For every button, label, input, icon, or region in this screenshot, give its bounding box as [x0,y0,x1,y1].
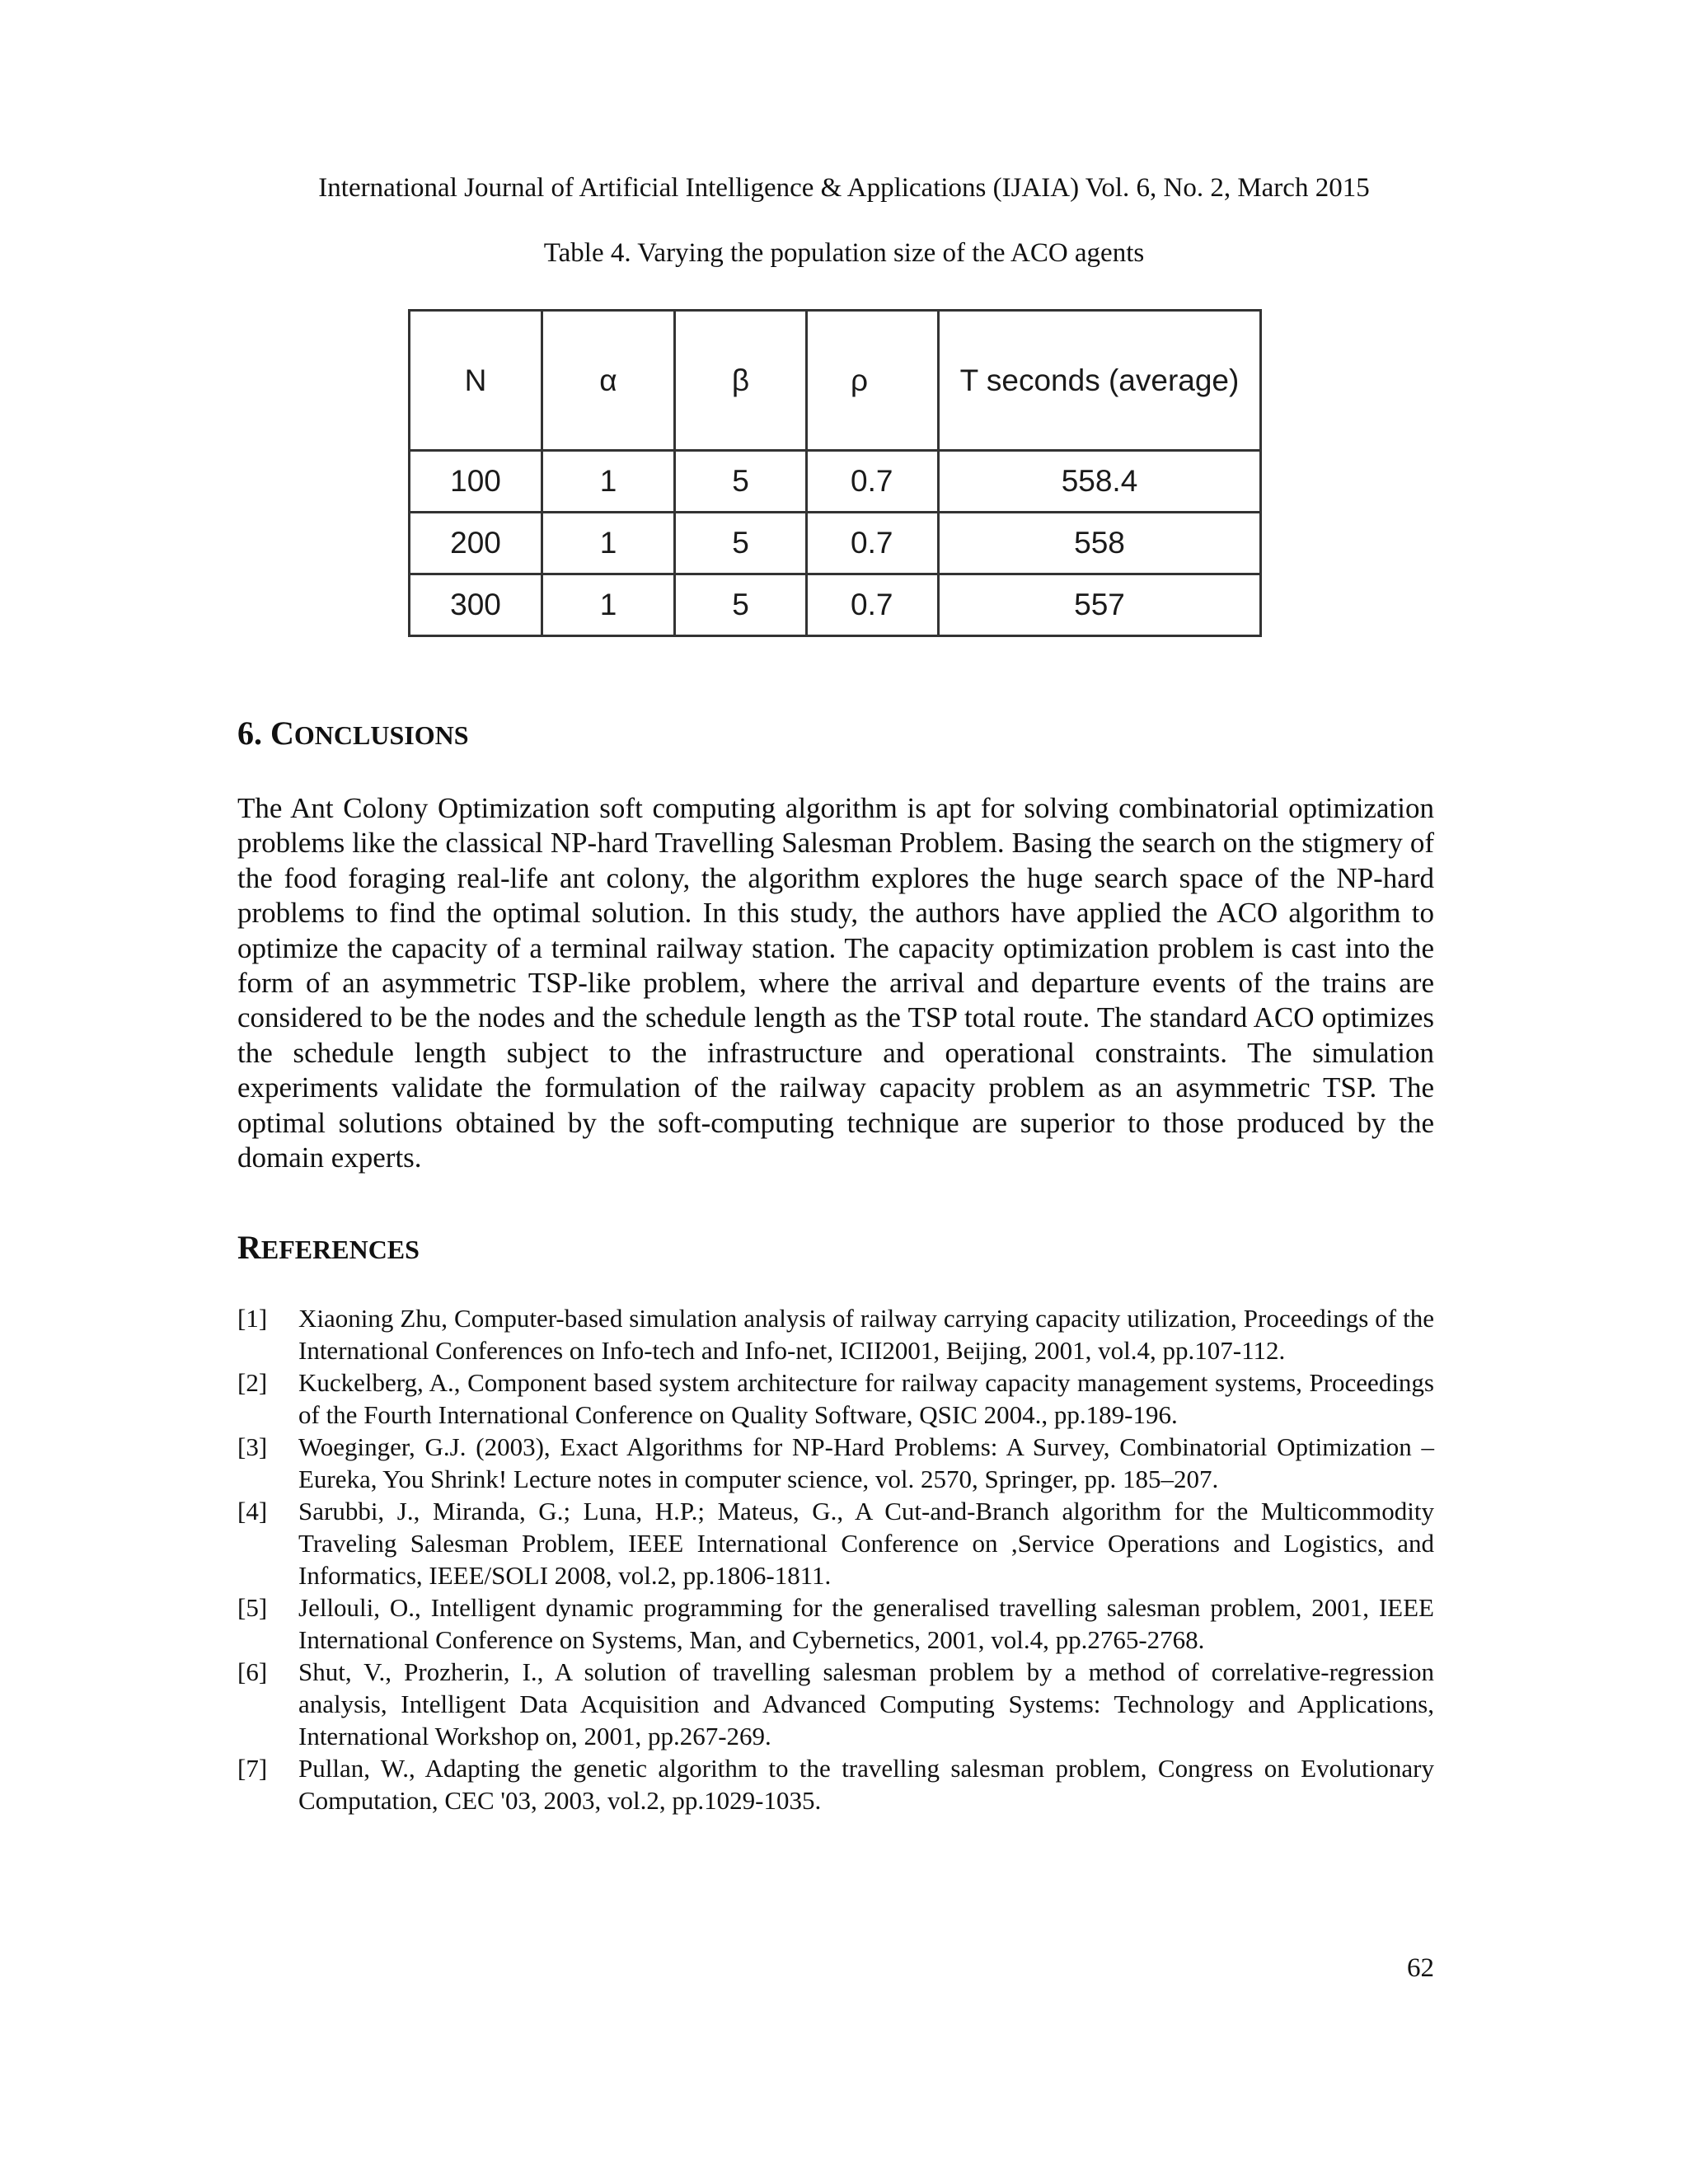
table-header-cell: ρ [807,311,939,451]
reference-text: Jellouli, O., Intelligent dynamic programming for the generalised travelling salesman problem, 2001, IEEE International Conference on Systems, Man, and Cybernetics, 2001, vol.4, pp.2765-2768. [298,1593,1434,1654]
reference-item [237,1495,1434,1591]
table-row [410,451,1261,513]
table-caption: Table 4. Varying the population size of the ACO agents [543,238,1145,268]
reference-item [237,1752,1434,1816]
references-heading [237,1228,420,1269]
table-cell: 100 [410,451,542,513]
table-cell: 5 [675,574,807,636]
table-header-cell: α [542,311,675,451]
reference-number: [5] [237,1593,268,1622]
reference-number: [7] [237,1754,268,1783]
table-header-cell: β [675,311,807,451]
table-cell: 558 [939,513,1261,574]
reference-item [237,1656,1434,1752]
reference-text: Shut, V., Prozherin, I., A solution of travelling salesman problem by a method of correlative-regression analysis, Intelligent Data Acquisition and Advanced Computing Systems: Technology and Applications, International Workshop on, 2001, pp.267-269. [298,1657,1434,1750]
reference-text: Woeginger, G.J. (2003), Exact Algorithms for NP-Hard Problems: A Survey, Combinatorial Optimization – Eureka, You Shrink! Lecture notes in computer science, vol. 2570, Springer, pp. 185–207. [298,1432,1434,1493]
table-cell: 0.7 [807,574,939,636]
table-cell: 5 [675,513,807,574]
table-header-cell: T seconds (average) [939,311,1261,451]
table-cell: 1 [542,451,675,513]
section-title-rest: EFERENCES [260,1235,420,1264]
section-number: 6. [237,715,262,752]
conclusions-paragraph: The Ant Colony Optimization soft computing algorithm is apt for solving combinatorial optimization problems like the classical NP-hard Travelling Salesman Problem. Basing the search on the stigmery of the food foraging real-life ant colony, the algorithm explores the huge search space of the NP-hard problems to find the optimal solution. In this study, the authors have applied the ACO algorithm to optimize the capacity of a terminal railway station. The capacity optimization problem is cast into the form of an asymmetric TSP-like problem, where the arrival and departure events of the trains are considered to be the nodes and the schedule length as the TSP total route. The standard ACO optimizes the schedule length subject to the infrastructure and operational constraints. The simulation experiments validate the formulation of the railway capacity problem as an asymmetric TSP. The optimal solutions obtained by the soft-computing technique are superior to those produced by the domain experts. [237,792,1434,1174]
reference-list [237,1302,1434,1816]
table-cell: 5 [675,451,807,513]
reference-number: [6] [237,1657,268,1686]
table-header-row [410,311,1261,451]
table-cell: 558.4 [939,451,1261,513]
table-header-cell: N [410,311,542,451]
reference-number: [4] [237,1497,268,1526]
reference-number: [1] [237,1304,268,1333]
table-cell: 557 [939,574,1261,636]
section-title-initial: R [237,1229,261,1266]
reference-item [237,1431,1434,1495]
table-row [410,513,1261,574]
reference-number: [2] [237,1368,268,1397]
reference-text: Pullan, W., Adapting the genetic algorithm to the travelling salesman problem, Congress on Evolutionary Computation, CEC '03, 2003, vol.2, pp.1029-1035. [298,1754,1434,1815]
page-number: 62 [1407,1953,1434,1983]
table-cell: 1 [542,574,675,636]
table-cell: 300 [410,574,542,636]
conclusions-heading [237,714,469,755]
section-title-rest: ONCLUSIONS [293,720,469,750]
table-row [410,574,1261,636]
reference-item [237,1366,1434,1431]
reference-item [237,1302,1434,1366]
reference-text: Xiaoning Zhu, Computer-based simulation analysis of railway carrying capacity utilization, Proceedings of the International Conferences on Info-tech and Info-net, ICII2001, Beijing, 2001, vol.4, pp.107-112. [298,1304,1434,1365]
running-header: International Journal of Artificial Intelligence & Applications (IJAIA) Vol. 6, No. 2, March 2015 [318,173,1370,203]
table-cell: 0.7 [807,513,939,574]
results-table [408,309,1262,637]
table-cell: 0.7 [807,451,939,513]
reference-text: Kuckelberg, A., Component based system architecture for railway capacity management systems, Proceedings of the Fourth International Conference on Quality Software, QSIC 2004., pp.189-196. [298,1368,1434,1429]
table-cell: 1 [542,513,675,574]
reference-item [237,1591,1434,1656]
table-cell: 200 [410,513,542,574]
reference-text: Sarubbi, J., Miranda, G.; Luna, H.P.; Mateus, G., A Cut-and-Branch algorithm for the Multicommodity Traveling Salesman Problem, IEEE International Conference on ,Service Operations and Logistics, and Informatics, IEEE/SOLI 2008, vol.2, pp.1806-1811. [298,1497,1434,1590]
reference-number: [3] [237,1432,268,1461]
section-title-initial: C [270,715,294,752]
